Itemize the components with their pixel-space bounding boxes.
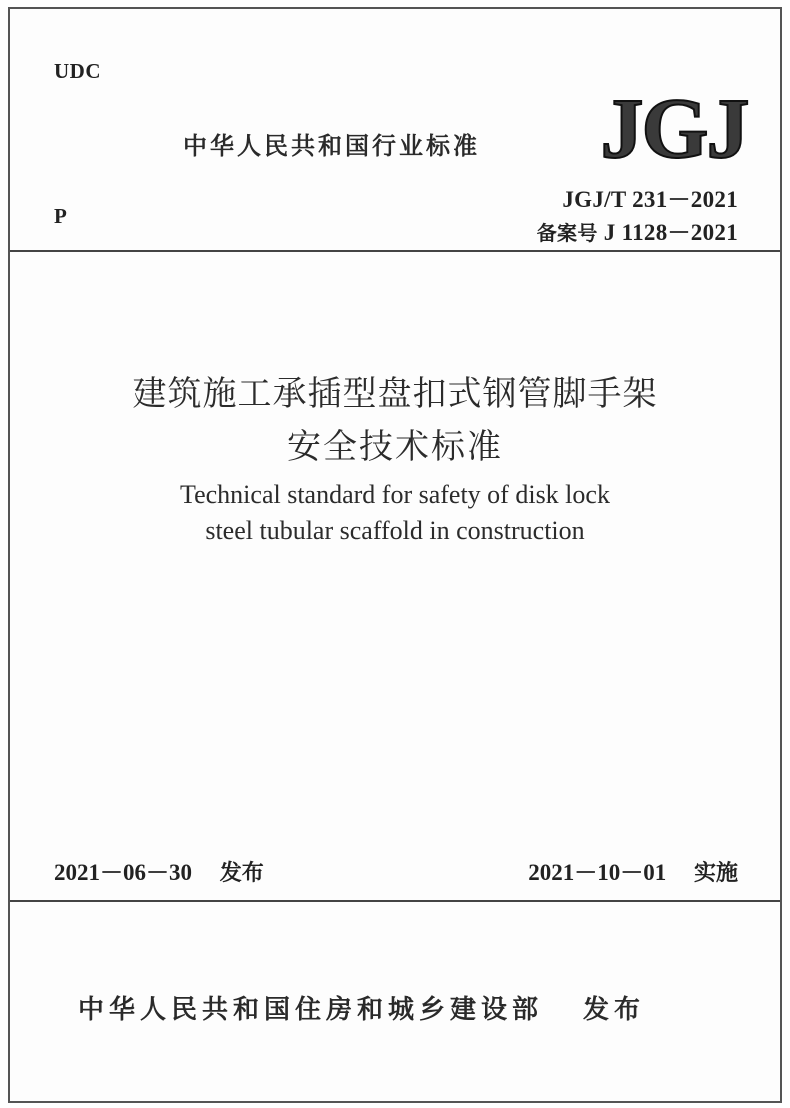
issue-date-block xyxy=(54,854,264,887)
issue-date: 2021－06－30 xyxy=(54,860,192,885)
record-number xyxy=(537,214,738,247)
industry-standard-label: 中华人民共和国行业标准 xyxy=(183,132,480,160)
issue-label: 发布 xyxy=(219,861,264,886)
publisher-block xyxy=(78,989,645,1026)
udc-label: UDC xyxy=(54,59,101,83)
standard-number: JGJ/T 231－2021 xyxy=(562,187,738,212)
footer-divider xyxy=(10,900,780,902)
title-en-line2: steel tubular scaffold in construction xyxy=(205,516,585,545)
cover-frame xyxy=(8,7,782,1103)
classification-code: P xyxy=(54,204,67,228)
publish-label: 发布 xyxy=(583,995,646,1025)
title-cn-line2: 安全技术标准 xyxy=(287,427,503,467)
jgj-logo xyxy=(598,87,750,165)
header-divider xyxy=(10,250,780,252)
record-prefix: 备案号 xyxy=(536,221,598,245)
publisher-name: 中华人民共和国住房和城乡建设部 xyxy=(78,995,544,1025)
title-cn-line1: 建筑施工承插型盘扣式钢管脚手架 xyxy=(132,374,658,414)
implement-date-block xyxy=(528,854,738,887)
record-number-value: J 1128－2021 xyxy=(603,220,738,245)
implement-label: 实施 xyxy=(693,861,738,886)
jgj-logo-text: JGJ xyxy=(600,87,748,165)
implement-date: 2021－10－01 xyxy=(528,860,667,885)
title-en-line1: Technical standard for safety of disk lock xyxy=(180,480,610,509)
